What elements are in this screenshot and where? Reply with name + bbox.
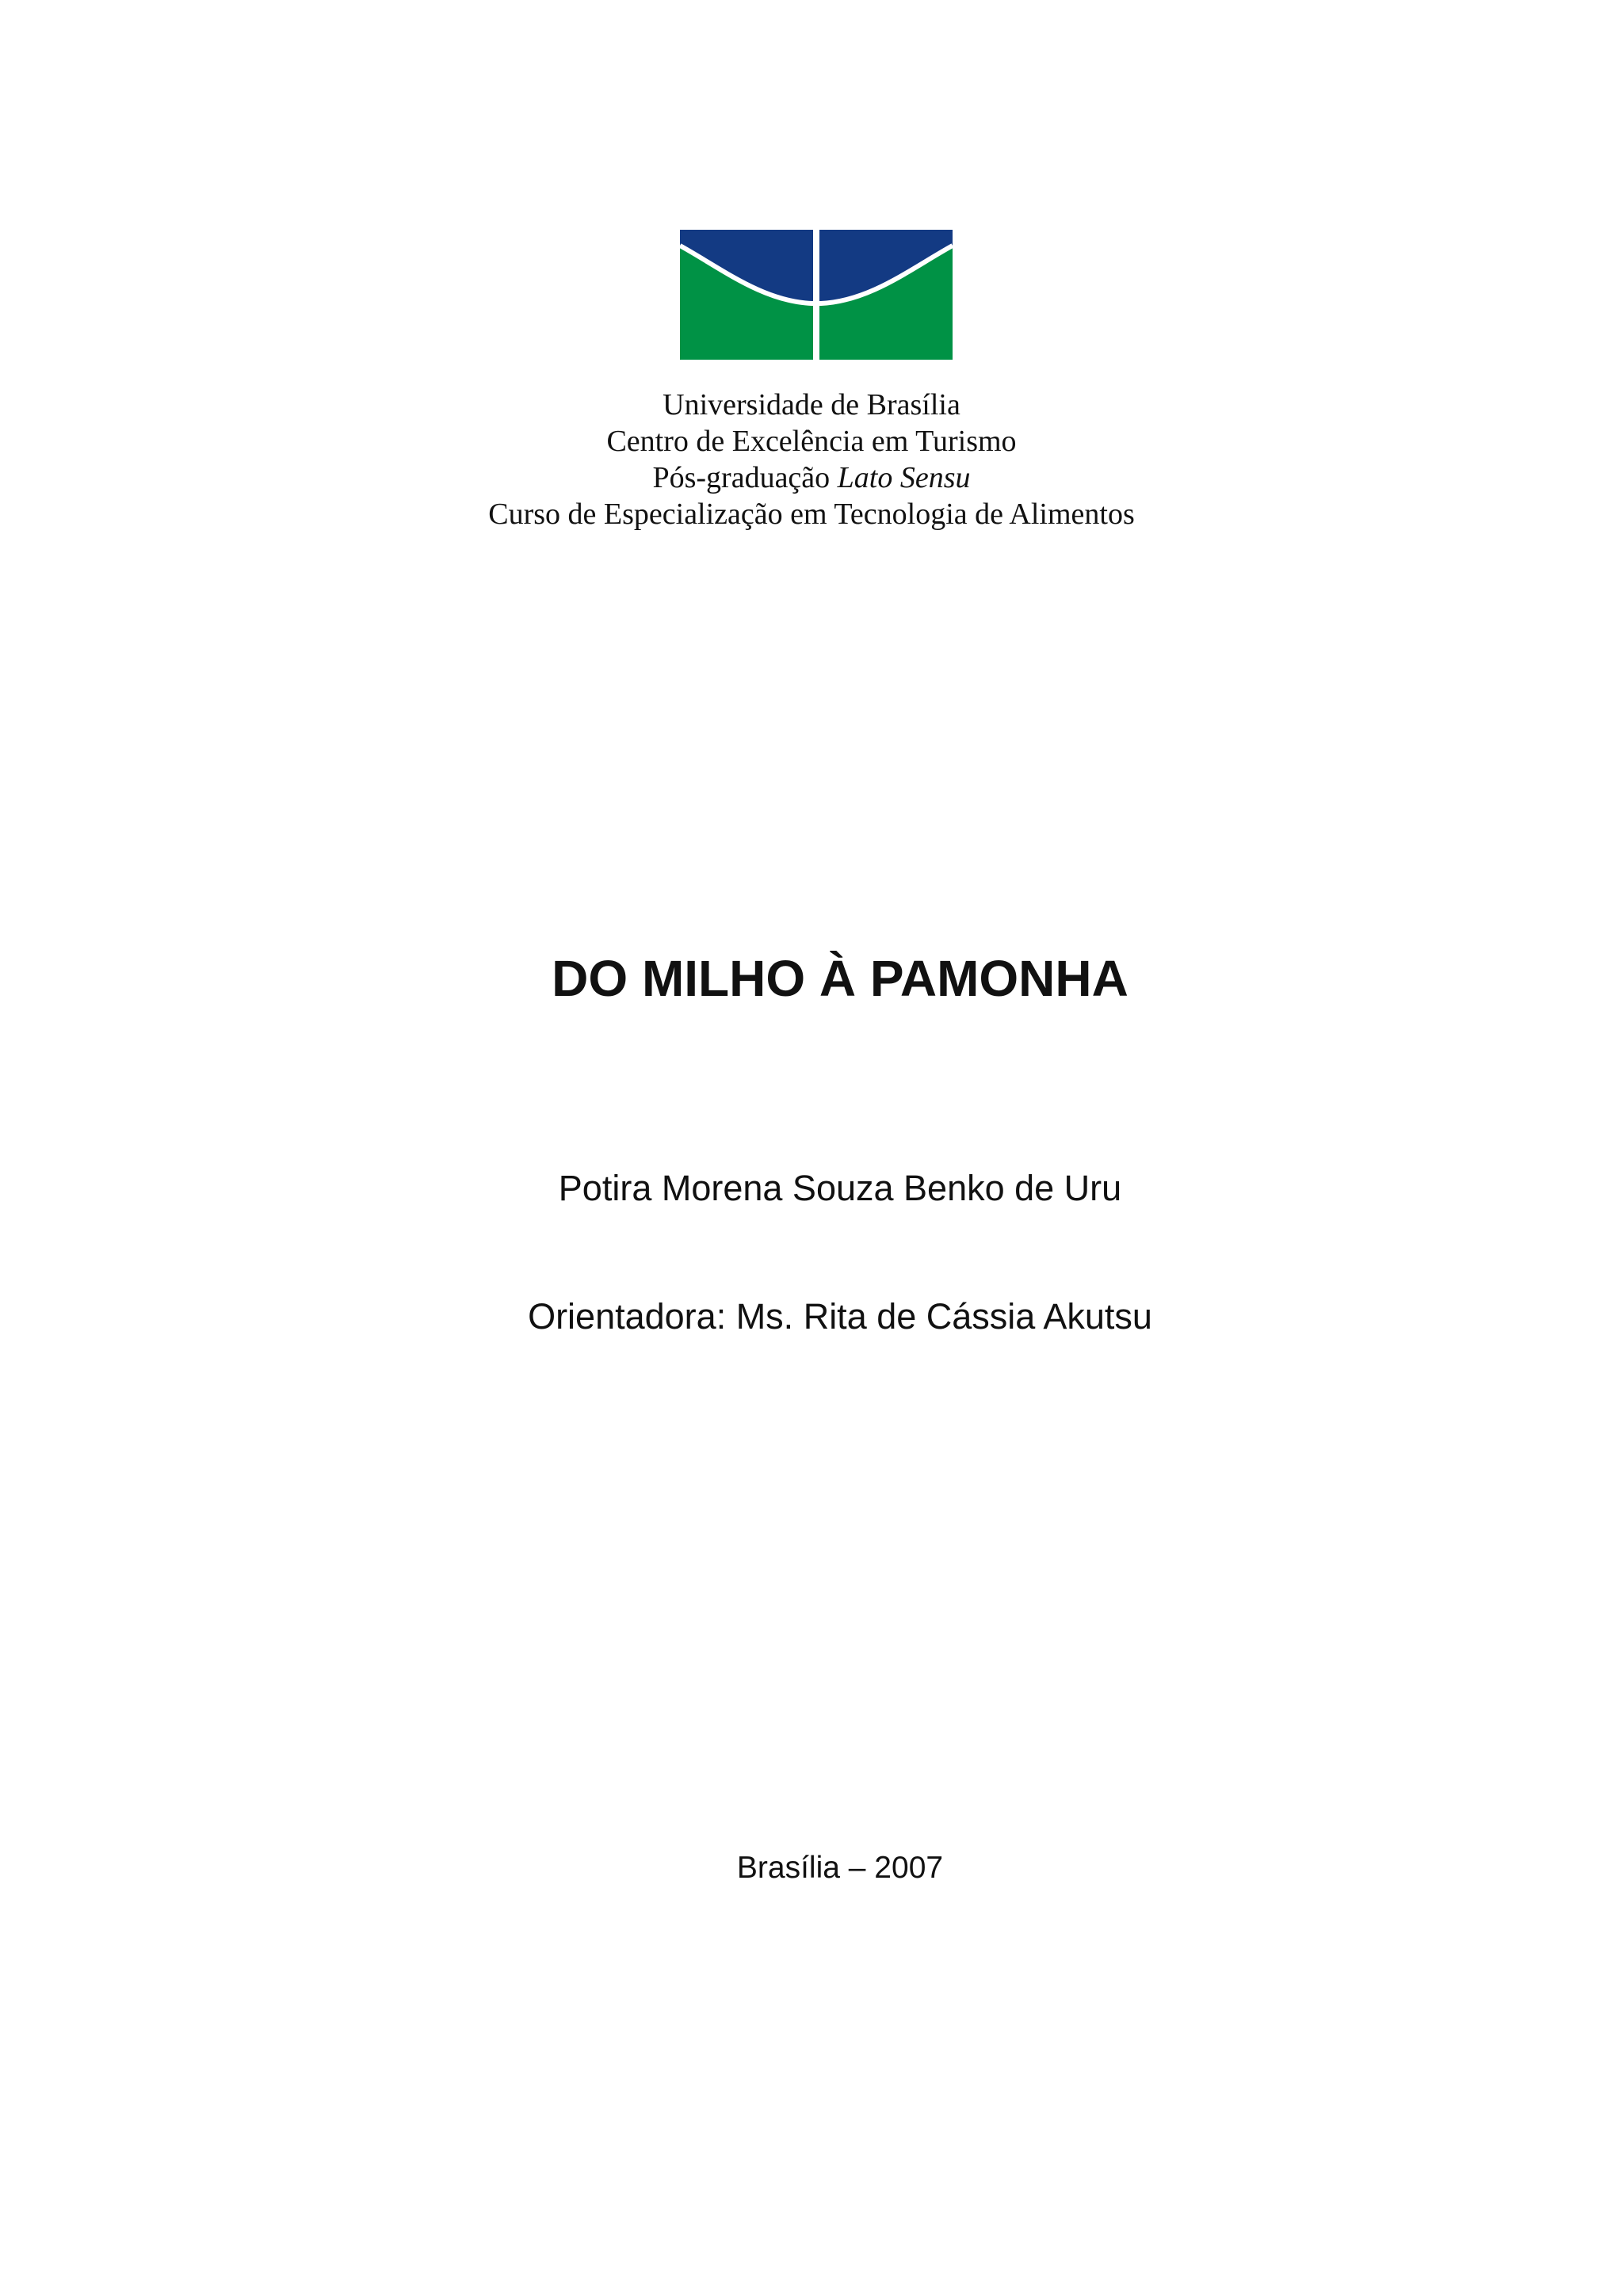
- center-name: Centro de Excelência em Turismo: [606, 425, 1017, 458]
- document-title: DO MILHO À PAMONHA: [552, 950, 1128, 1007]
- institution-header: [0, 387, 1623, 532]
- advisor-name: Orientadora: Ms. Rita de Cássia Akutsu: [528, 1296, 1152, 1337]
- author-name: Potira Morena Souza Benko de Uru: [558, 1168, 1122, 1208]
- program-italic: Lato Sensu: [837, 461, 971, 494]
- program-name: [0, 460, 1623, 496]
- university-logo: [680, 230, 953, 360]
- course-name: Curso de Especialização em Tecnologia de Alimentos: [488, 498, 1135, 531]
- program-prefix: Pós-graduação: [652, 461, 838, 494]
- university-name: Universidade de Brasília: [663, 388, 960, 421]
- place-date: Brasília – 2007: [736, 1851, 944, 1885]
